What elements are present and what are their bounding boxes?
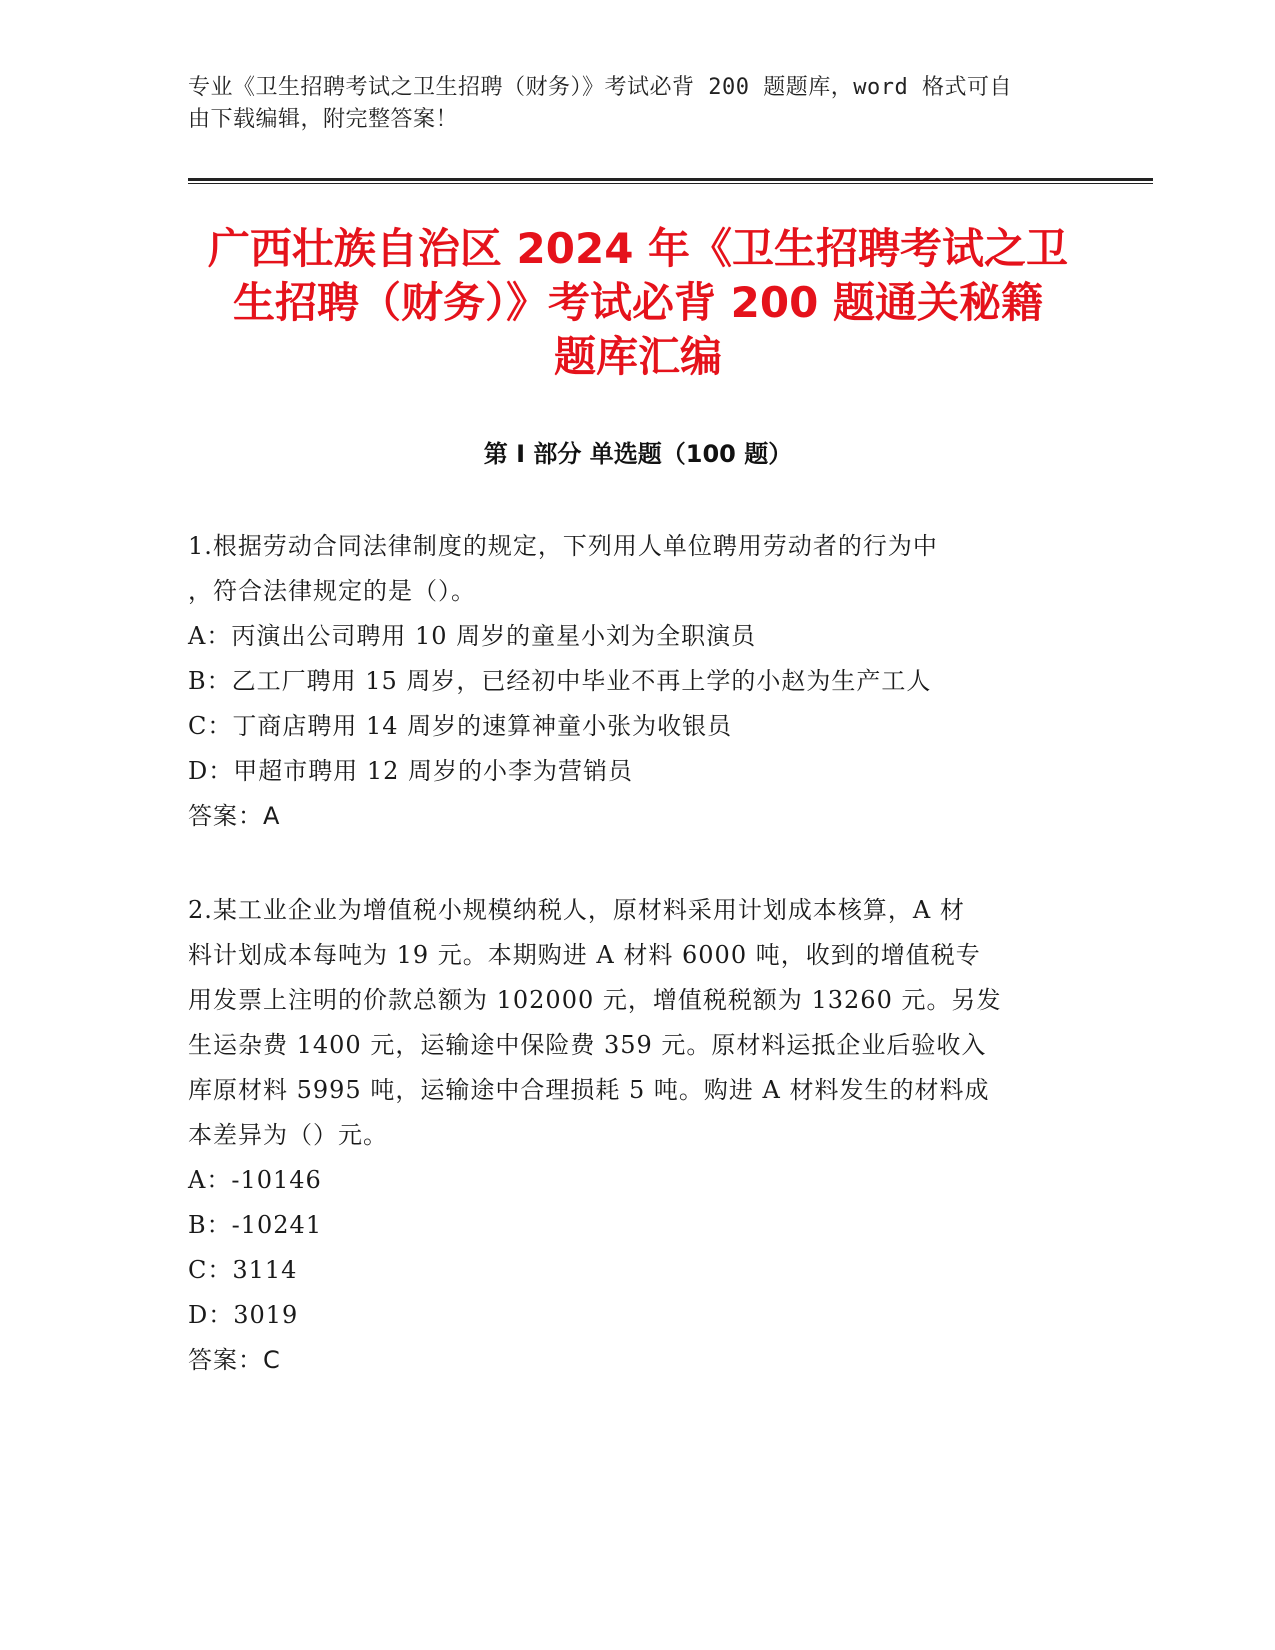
title-line: 生招聘（财务）》考试必背 200 题通关秘籍 [233, 278, 1043, 327]
option-b: B：-10241 [188, 1211, 323, 1239]
question-stem-line: 库原材料 5995 吨，运输途中合理损耗 5 吨。购进 A 材料发生的材料成 [188, 1076, 990, 1104]
option-c: C：丁商店聘用 14 周岁的速算神童小张为收银员 [188, 712, 733, 740]
option-c: C：3114 [188, 1256, 298, 1284]
intro-line: 由下载编辑，附完整答案！ [188, 107, 459, 132]
option-a: A：-10146 [188, 1166, 322, 1194]
option-a: A：丙演出公司聘用 10 周岁的童星小刘为全职演员 [188, 622, 757, 650]
option-b: B：乙工厂聘用 15 周岁，已经初中毕业不再上学的小赵为生产工人 [188, 667, 932, 695]
header-rule-thin [188, 183, 1153, 184]
answer-line: 答案：C [188, 1346, 281, 1374]
question-stem-line: 用发票上注明的价款总额为 102000 元，增值税税额为 13260 元。另发 [188, 986, 1002, 1014]
header-rule-thick [188, 178, 1153, 181]
option-d: D：甲超市聘用 12 周岁的小李为营销员 [188, 757, 634, 785]
intro-text [188, 72, 1068, 136]
question-stem-line: 生运杂费 1400 元，运输途中保险费 359 元。原材料运抵企业后验收入 [188, 1031, 987, 1059]
option-d: D：3019 [188, 1301, 299, 1329]
question-1 [188, 524, 1088, 839]
answer-line: 答案：A [188, 802, 281, 830]
question-stem-line: 1.根据劳动合同法律制度的规定，下列用人单位聘用劳动者的行为中 [188, 532, 938, 560]
title-line: 题库汇编 [553, 332, 722, 381]
question-stem-line: 料计划成本每吨为 19 元。本期购进 A 材料 6000 吨，收到的增值税专 [188, 941, 981, 969]
section-heading: 第 I 部分 单选题（100 题） [483, 440, 793, 468]
question-stem-line: ，符合法律规定的是（）。 [188, 577, 476, 605]
document-title [188, 222, 1088, 384]
question-stem-line: 2.某工业企业为增值税小规模纳税人，原材料采用计划成本核算，A 材 [188, 896, 965, 924]
question-2 [188, 888, 1088, 1383]
title-line: 广西壮族自治区 2024 年《卫生招聘考试之卫 [207, 224, 1069, 273]
intro-line: 专业《卫生招聘考试之卫生招聘（财务）》考试必背 200 题题库，word 格式可自 [188, 75, 1012, 100]
question-stem-line: 本差异为（）元。 [188, 1121, 388, 1149]
